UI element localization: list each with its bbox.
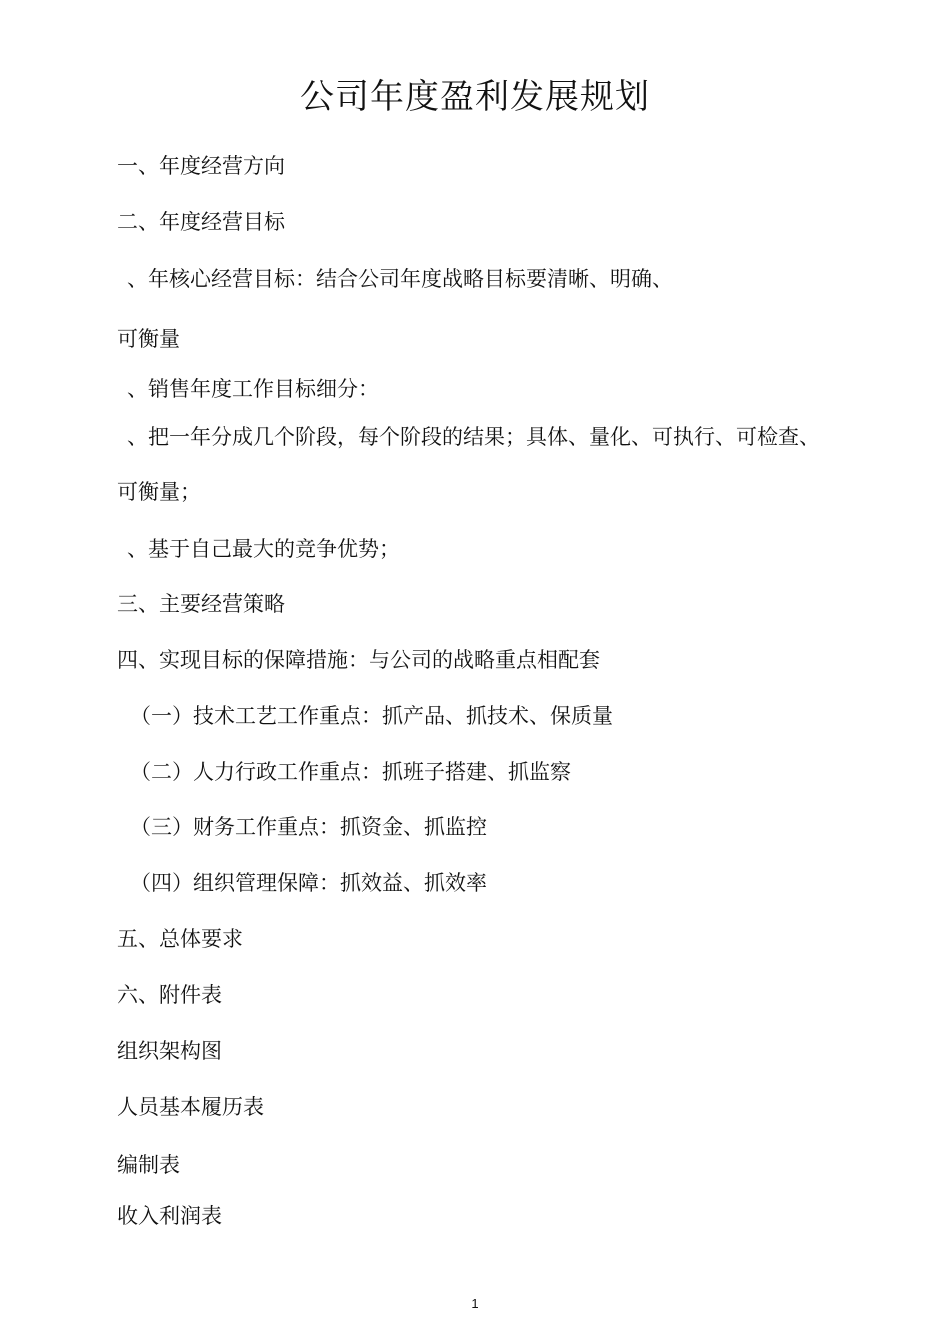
list-item-advantage: 、基于自己最大的竞争优势； [127,537,400,561]
sub-item-1: （一）技术工艺工作重点：抓产品、抓技术、保质量 [130,704,613,728]
section-heading-6: 六、附件表 [117,983,222,1007]
sub-item-4: （四）组织管理保障：抓效益、抓效率 [130,871,487,895]
sub-item-2: （二）人力行政工作重点：抓班子搭建、抓监察 [130,760,571,784]
section-heading-2: 二、年度经营目标 [117,210,285,234]
page-number: 1 [471,1296,479,1311]
section-heading-3: 三、主要经营策略 [117,592,285,616]
attachment-item: 收入利润表 [117,1204,222,1228]
document-title: 公司年度盈利发展规划 [300,77,650,117]
sub-item-3: （三）财务工作重点：抓资金、抓监控 [130,815,487,839]
list-item-core-goal: 、年核心经营目标：结合公司年度战略目标要清晰、明确、 [127,267,673,291]
attachment-item: 人员基本履历表 [117,1095,264,1119]
continuation-text: 可衡量 [117,327,180,351]
attachment-item: 编制表 [117,1153,180,1177]
section-heading-5: 五、总体要求 [117,927,243,951]
section-heading-1: 一、年度经营方向 [117,154,285,178]
attachment-item: 组织架构图 [117,1039,222,1063]
section-heading-4: 四、实现目标的保障措施：与公司的战略重点相配套 [117,648,600,672]
list-item-sales-goal: 、销售年度工作目标细分： [127,377,379,401]
continuation-text: 可衡量； [117,480,201,504]
list-item-stages: 、把一年分成几个阶段，每个阶段的结果；具体、量化、可执行、可检查、 [127,425,820,449]
